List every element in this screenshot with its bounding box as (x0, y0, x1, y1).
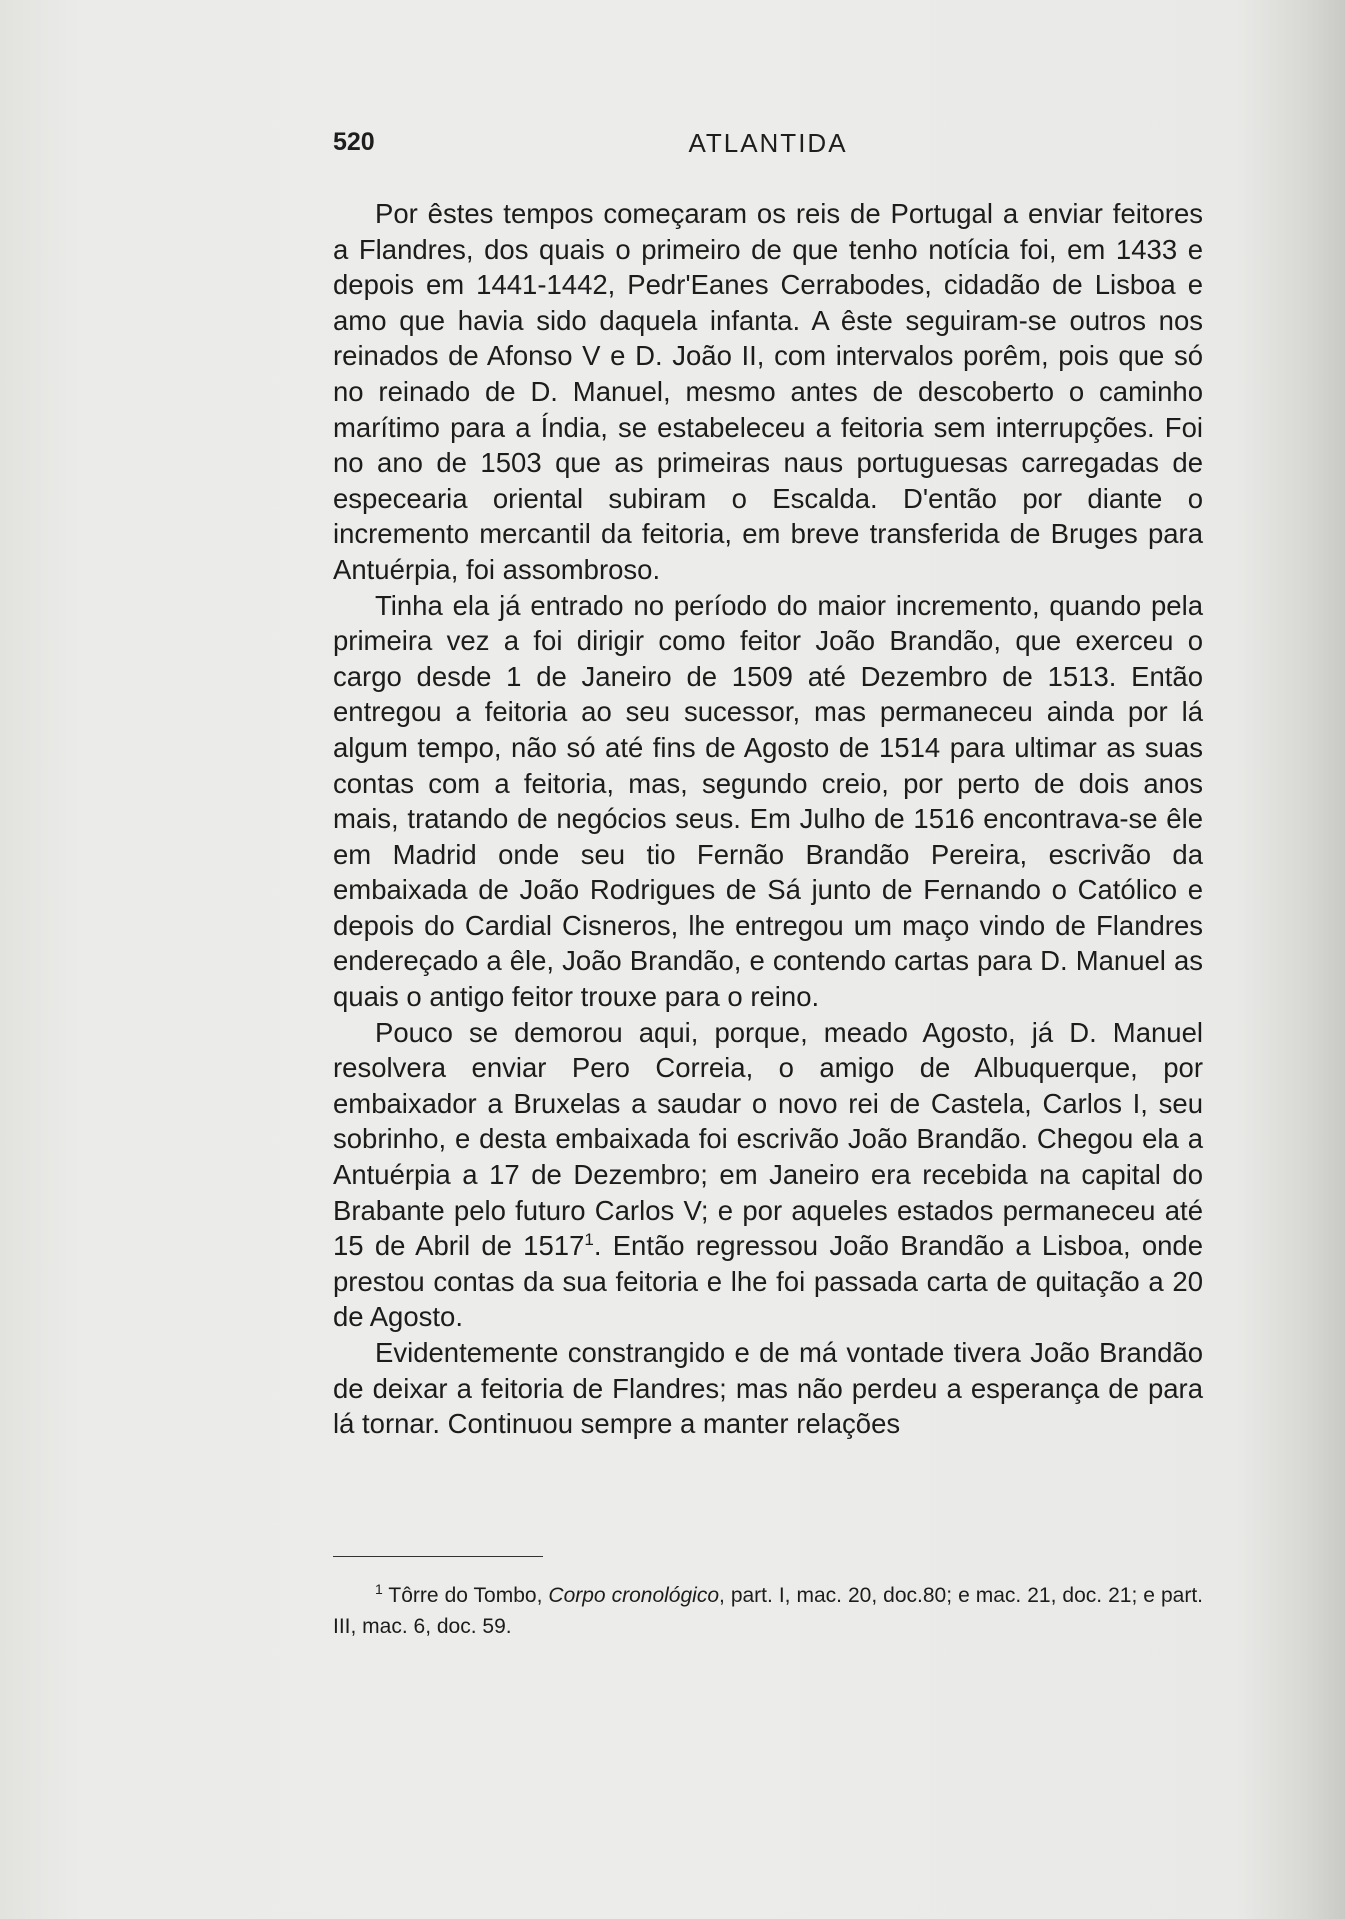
body-text (333, 196, 1203, 1442)
footnote-marker: 1 (375, 1581, 383, 1597)
page-number: 520 (333, 128, 375, 156)
footnote-text-a: Tôrre do Tombo, (382, 1584, 549, 1607)
paragraph-4: Evidentemente constrangido e de má vontade tivera João Brandão de deixar a feitoria de Flandres; mas não perdeu a esperança de para lá tornar. Continuou sempre a manter relações (333, 1337, 1203, 1440)
paragraph-1: Por êstes tempos começaram os reis de Portugal a enviar feitores a Flandres, dos quais o primeiro de que tenho notícia foi, em 1433 e depois em 1441-1442, Pedr'Eanes Cerrabodes, cidadão de Lisboa e amo que havia sido daquela infanta. A êste seguiram-se outros nos reinados de Afonso V e D. João II, com intervalos porêm, pois que só no reinado de D. Manuel, mesmo antes de descoberto o caminho marítimo para a Índia, se estabeleceu a feitoria sem interrupções. Foi no ano de 1503 que as primeiras naus portuguesas carregadas de especearia oriental subiram o Escalda. D'então por diante o incremento mercantil da feitoria, em breve transferida de Bruges para Antuérpia, foi assombroso. (333, 198, 1203, 585)
footnote (333, 1580, 1203, 1642)
paragraph-2: Tinha ela já entrado no período do maior incremento, quando pela primeira vez a foi dirigir como feitor João Brandão, que exerceu o cargo desde 1 de Janeiro de 1509 até Dezembro de 1513. Então entregou a feitoria ao seu sucessor, mas permaneceu ainda por lá algum tempo, não só até fins de Agosto de 1514 para ultimar as suas contas com a feitoria, mas, segundo creio, por perto de dois anos mais, tratando de negócios seus. Em Julho de 1516 encontrava-se êle em Madrid onde seu tio Fernão Brandão Pereira, escrivão da embaixada de João Rodrigues de Sá junto de Fernando o Católico e depois do Cardial Cisneros, lhe entregou um maço vindo de Flandres endereçado a êle, João Brandão, e contendo cartas para D. Manuel as quais o antigo feitor trouxe para o reino. (333, 589, 1203, 1013)
footnote-divider (333, 1556, 543, 1557)
footnote-source-title: Corpo cronológico (548, 1584, 719, 1607)
paragraph-3-text-a: Pouco se demorou aqui, porque, meado Agosto, já D. Manuel resolvera enviar Pero Correia, o amigo de Albuquerque, por embaixador a Bruxelas a saudar o novo rei de Castela, Carlos I, seu sobrinho, e desta embaixada foi escrivão João Brandão. Chegou ela a Antuérpia a 17 de Dezembro; em Janeiro era recebida na capital do Brabante pelo futuro Carlos V; e por aqueles estados permaneceu até 15 de Abril de 1517 (333, 1016, 1203, 1262)
paragraph-3-text-b: . Então regressou João Brandão a Lisboa, onde prestou contas da sua feitoria e lhe foi passada carta de quitação a 20 de Agosto. (333, 1230, 1204, 1333)
running-head (333, 128, 1203, 164)
running-title: ATLANTIDA (688, 128, 848, 158)
footnote-reference[interactable]: 1 (584, 1230, 594, 1250)
footnote-text-b: , part. I, mac. 20, doc.80; e mac. 21, doc. 21; e part. III, mac. 6, doc. 59. (333, 1584, 1203, 1638)
paragraph-3 (333, 1015, 1203, 1335)
